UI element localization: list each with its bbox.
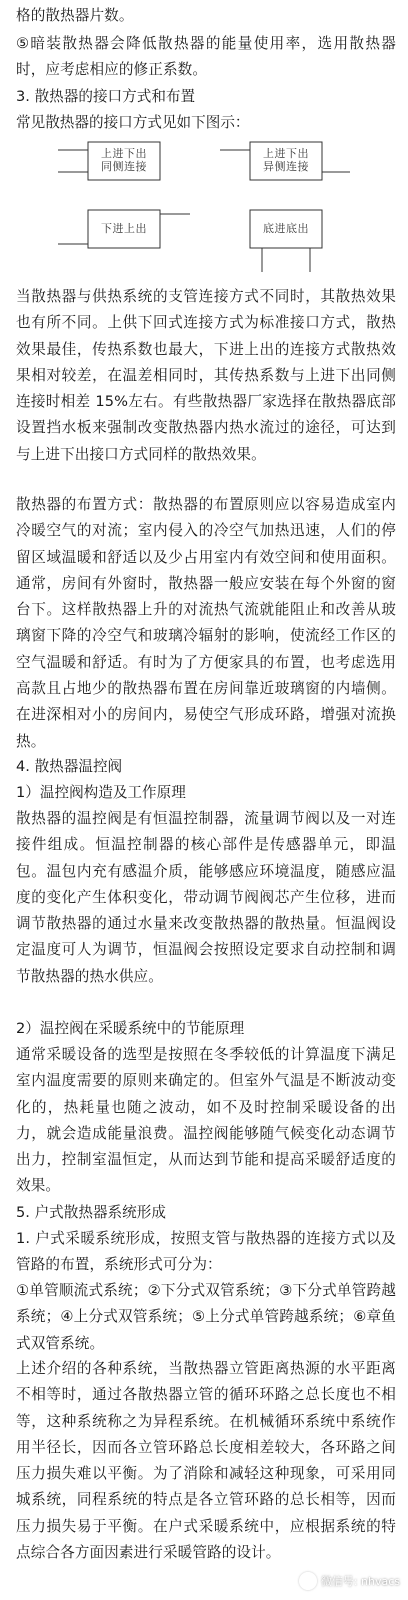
item-5-paragraph: ⑤暗装散热器会降低散热器的能量使用率，选用散热器时，应考虑相应的修正系数。 xyxy=(16,35,396,79)
connection-diagram xyxy=(0,136,408,278)
intro-line: 格的散热器片数。 xyxy=(16,7,134,24)
watermark-text: 微信号: nhvacs xyxy=(320,1575,400,1588)
watermark xyxy=(299,1570,400,1592)
diff-side-label-line2: 异侧连接 xyxy=(263,160,309,173)
section-3-heading: 3. 散热器的接口方式和布置 xyxy=(16,88,196,105)
section-4-heading: 4. 散热器温控阀 xyxy=(16,758,123,775)
section-5-heading: 5. 户式散热器系统形成 xyxy=(16,1204,166,1221)
same-side-label-line1: 上进下出 xyxy=(101,147,147,160)
wechat-icon xyxy=(299,1572,317,1590)
system-list: ①单管顺流式系统；②下分式双管系统；③下分式单管跨越系统；④上分式双管系统；⑤上分式单管跨越系统；⑥章鱼式双管系统。 xyxy=(16,1282,396,1352)
same-side-label xyxy=(88,147,160,173)
section-4-sub2: 2）温控阀在采暖系统中的节能原理 xyxy=(16,1020,245,1037)
valve-structure-paragraph: 散热器的温控阀是有恒温控制器，流量调节阀以及一对连接件组成。恒温控制器的核心部件是传感器单元，即温包。温包内充有感温介质，能够感应环境温度，随感应温度的变化产生体积变化，带动调节阀阀芯产生位移，进而调节散热器的通过水量来改变散热器的散热量。恒温阀设定温度可人为调节，恒温阀会按照设定要求自动控制和调节散热器的热水供应。 xyxy=(16,810,396,985)
connection-diagram-svg xyxy=(0,136,408,278)
bottom-in-top-out-label: 下进上出 xyxy=(101,222,147,235)
same-side-label-line2: 同侧连接 xyxy=(101,160,147,173)
section-4-sub1: 1）温控阀构造及工作原理 xyxy=(16,784,186,801)
section-3-subtitle: 常见散热器的接口方式见如下图示： xyxy=(16,114,250,131)
bottom-bottom-label: 底进底出 xyxy=(263,222,309,235)
section-5-sub1: 1. 户式采暖系统形成，按照支管与散热器的连接方式以及管路的布置，系统形式可分为： xyxy=(16,1230,396,1274)
diff-side-label-line1: 上进下出 xyxy=(263,147,309,160)
layout-paragraph: 散热器的布置方式：散热器的布置原则应以容易造成室内冷暖空气的对流；室内侵入的冷空气加热迅速，人们的停留区域温暖和舒适以及少占用室内有效空间和使用面积。通常，房间有外窗时，散热器一般应安装在每个外窗的窗台下。这样散热器上升的对流热气流就能阻止和改善从玻璃窗下降的冷空气和玻璃冷辐射的影响，使流经工作区的空气温暖和舒适。有时为了方便家具的布置，也考虑选用高款且占地少的散热器布置在房间靠近玻璃窗的内墙侧。在进深相对小的房间内，易使空气形成环路，增强对流换热。 xyxy=(16,496,396,750)
system-paragraph: 上述介绍的各种系统，当散热器立管距离热源的水平距离不相等时，通过各散热器立管的循环环路之总长度也不相等，这种系统称之为异程系统。在机械循环系统中系统作用半径长，因而各立管环路总长度相差较大，各环路之间压力损失难以平衡。为了消除和减轻这种现象，可采用同城系统，同程系统的特点是各立管环路的总长相等，因而压力损失易于平衡。在户式采暖系统中，应根据系统的特点综合各方面因素进行采暖管路的设计。 xyxy=(16,1360,396,1562)
connection-paragraph: 当散热器与供热系统的支管连接方式不同时，其散热效果也有所不同。上供下回式连接方式为标准接口方式，散热效果最佳，传热系数也最大，下进上出的连接方式散热效果相对较差，在温差相同时，其传热系数与上进下出同侧连接时相差 15%左右。有些散热器厂家选择在散热器底部设置挡水板来强制改变散热器内热水流过的途径，可达到与上进下出接口方式同样的散热效果。 xyxy=(16,288,396,463)
energy-saving-paragraph: 通常采暖设备的选型是按照在冬季较低的计算温度下满足室内温度需要的原则来确定的。但室外气温是不断波动变化的，热耗量也随之波动，如不及时控制采暖设备的出力，就会造成能量浪费。温控阀能够随气候变化动态调节出力，控制室温恒定，从而达到节能和提高采暖舒适度的效果。 xyxy=(16,1046,396,1195)
diff-side-label xyxy=(250,147,322,173)
